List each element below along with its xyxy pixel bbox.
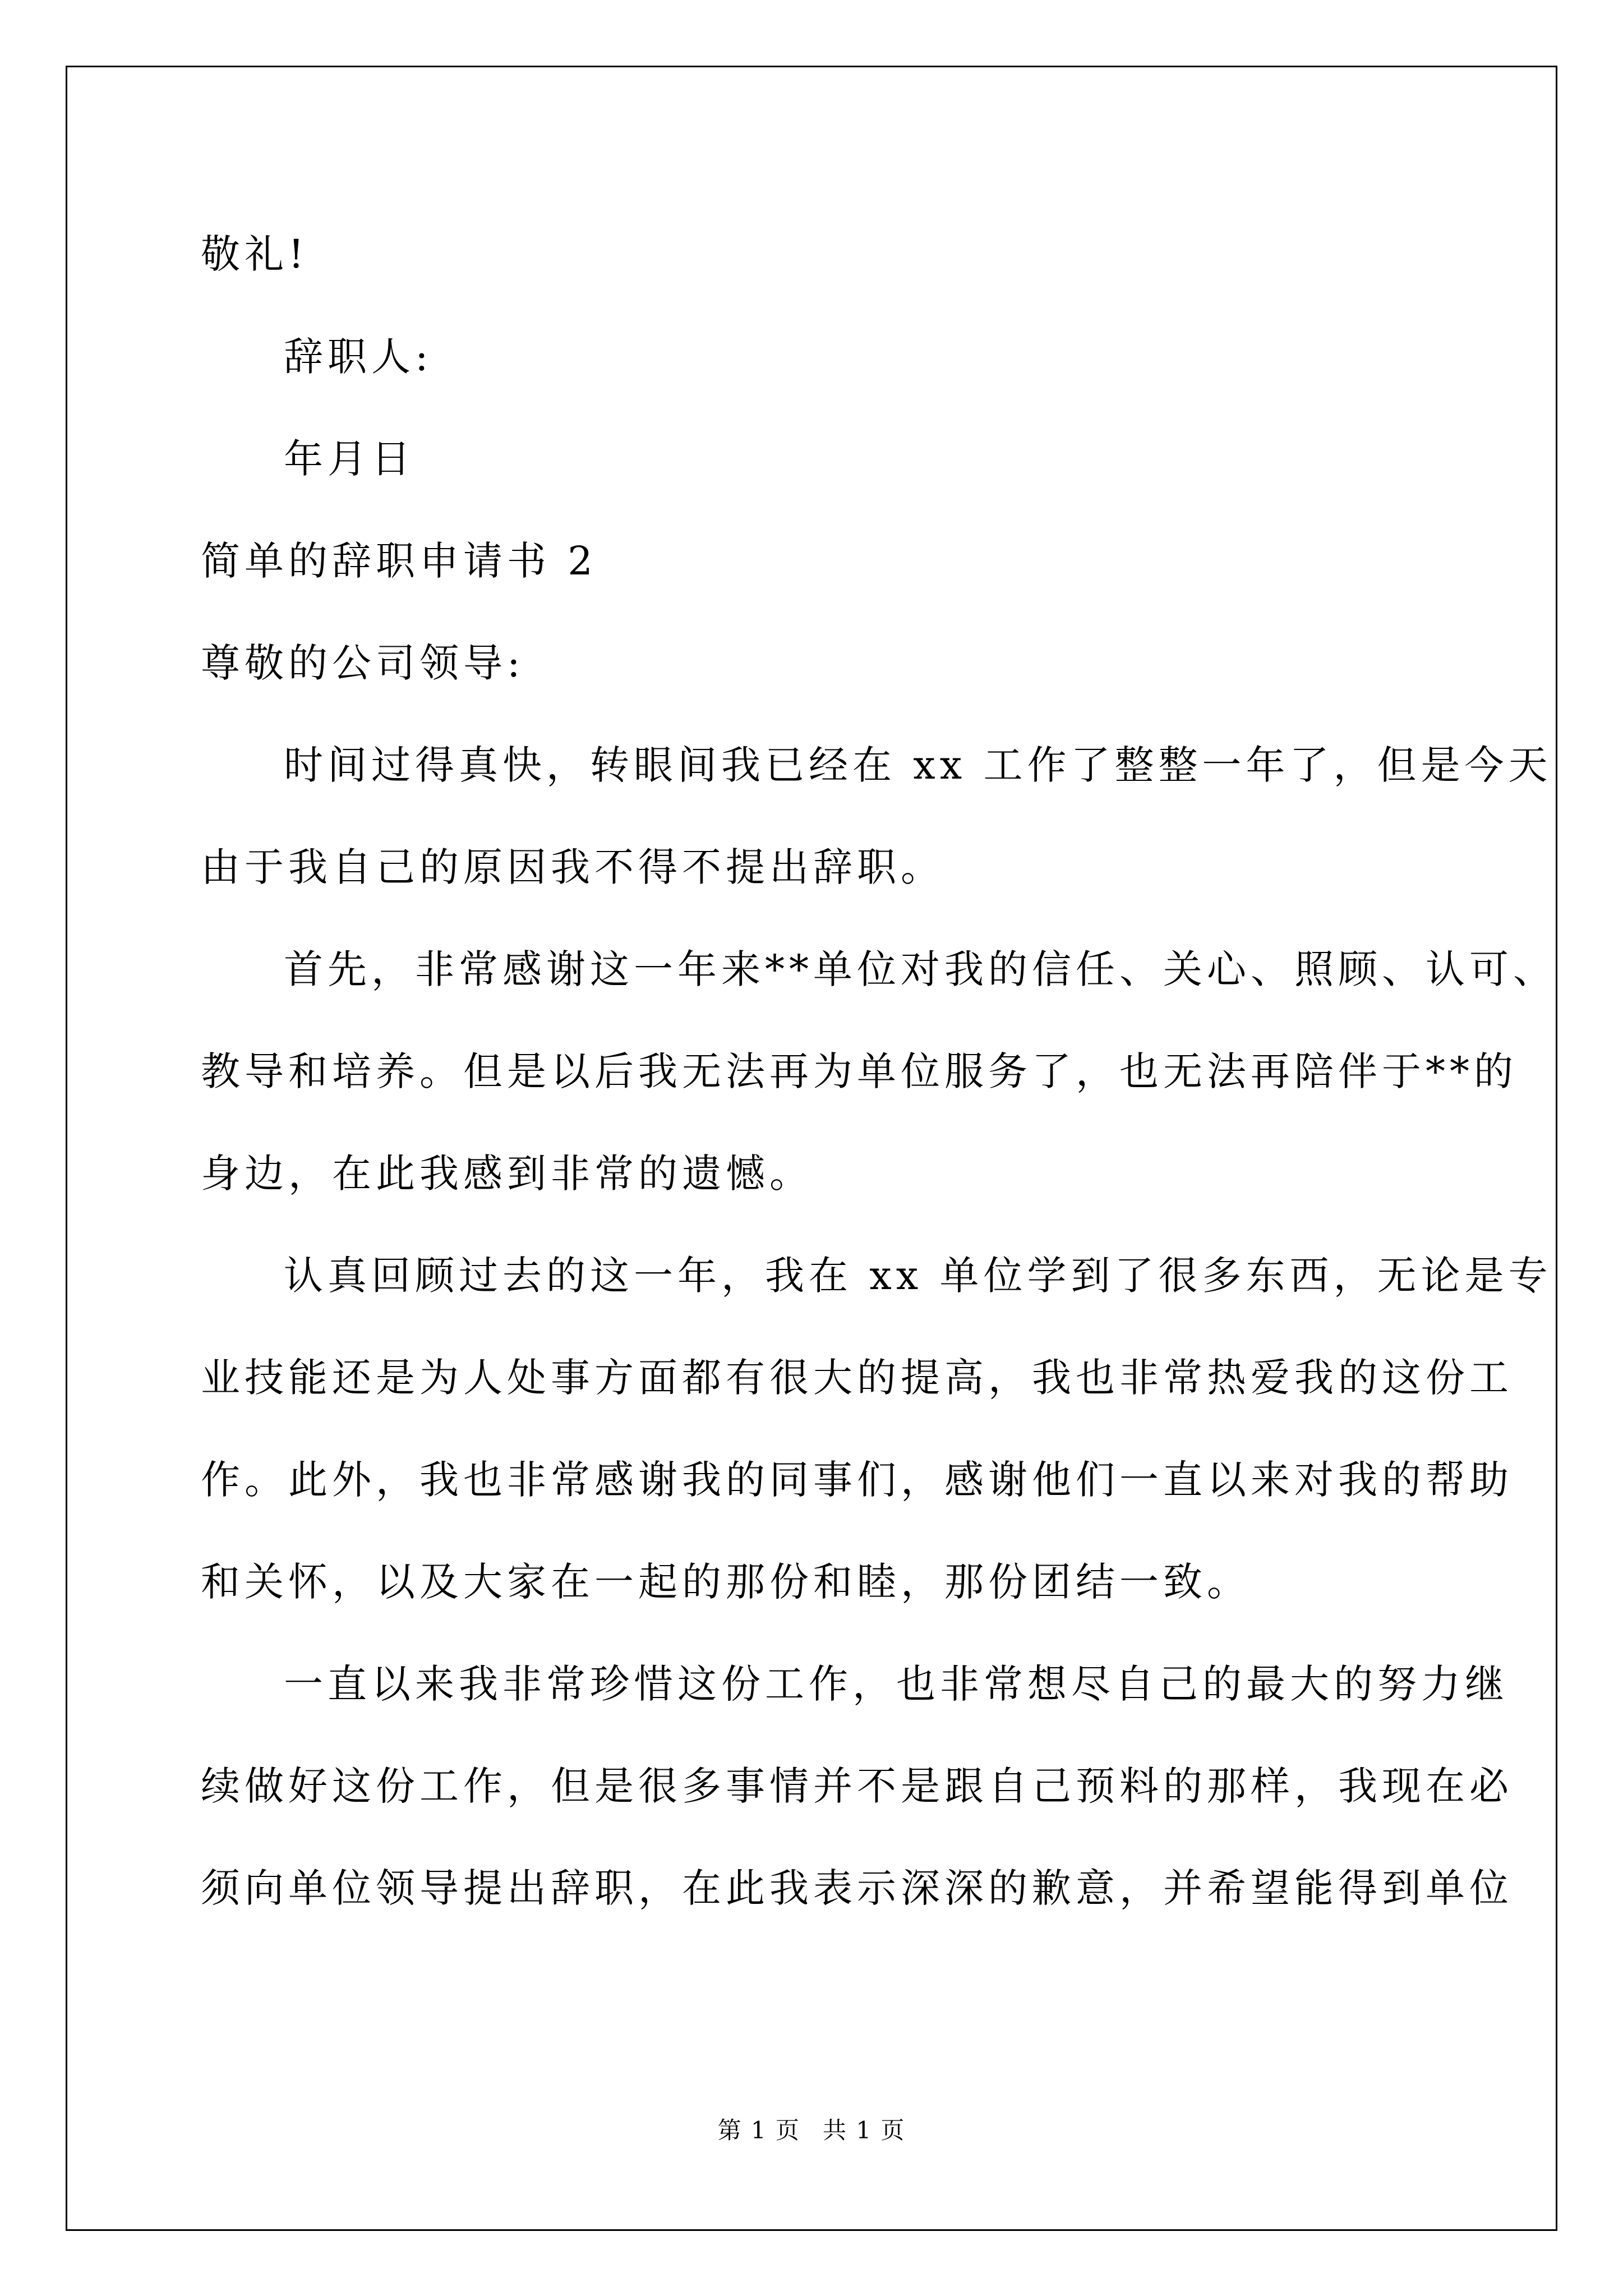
section-title: 简单的辞职申请书 2 <box>201 538 597 584</box>
page-number: 第 1 页 <box>717 2116 800 2144</box>
paragraph-line: 作。此外，我也非常感谢我的同事们，感谢他们一直以来对我的帮助 <box>201 1457 1513 1503</box>
paragraph-line: 由于我自己的原因我不得不提出辞职。 <box>201 844 944 890</box>
signature-label: 辞职人: <box>284 334 433 380</box>
paragraph-line: 教导和培养。但是以后我无法再为单位服务了，也无法再陪伴于**的 <box>201 1048 1518 1094</box>
page-total: 共 1 页 <box>823 2116 906 2144</box>
paragraph-line: 一直以来我非常珍惜这份工作，也非常想尽自己的最大的努力继 <box>284 1661 1509 1707</box>
paragraph-line: 须向单位领导提出辞职，在此我表示深深的歉意，并希望能得到单位 <box>201 1865 1513 1911</box>
date-label: 年月日 <box>284 436 415 482</box>
paragraph-line: 业技能还是为人处事方面都有很大的提高，我也非常热爱我的这份工 <box>201 1355 1513 1401</box>
greeting: 尊敬的公司领导: <box>201 640 525 686</box>
paragraph-line: 时间过得真快，转眼间我已经在 xx 工作了整整一年了，但是今天 <box>284 742 1552 788</box>
paragraph-line: 身边，在此我感到非常的遗憾。 <box>201 1151 813 1197</box>
paragraph-line: 首先，非常感谢这一年来**单位对我的信任、关心、照顾、认可、 <box>284 946 1557 992</box>
document-page <box>66 66 1557 2231</box>
page-footer <box>67 2112 1556 2146</box>
paragraph-line: 和关怀，以及大家在一起的那份和睦，那份团结一致。 <box>201 1559 1251 1605</box>
closing-salutation: 敬礼! <box>201 231 309 277</box>
paragraph-line: 续做好这份工作，但是很多事情并不是跟自己预料的那样，我现在必 <box>201 1763 1513 1809</box>
paragraph-line: 认真回顾过去的这一年，我在 xx 单位学到了很多东西，无论是专 <box>284 1253 1552 1299</box>
